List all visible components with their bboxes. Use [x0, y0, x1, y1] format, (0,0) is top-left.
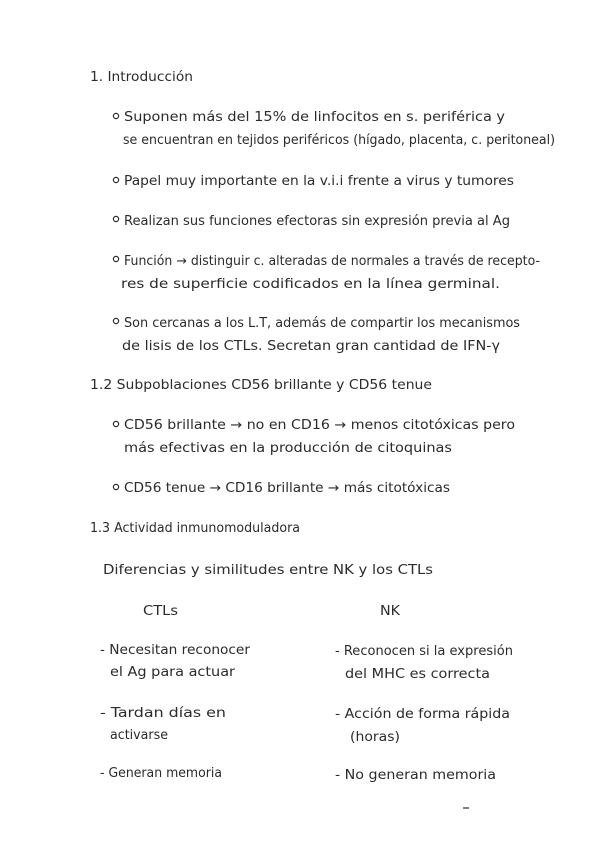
column-item-line: el Ag para actuar — [110, 665, 236, 680]
column-item-line: - Tardan días en — [100, 706, 226, 721]
bullet-line: CD56 tenue → CD16 brillante → más citotóxicas — [124, 481, 451, 496]
section-heading-actividad: 1.3 Actividad inmunomoduladora — [90, 520, 300, 536]
column-header-nk: NK — [380, 604, 401, 619]
section-heading-subpoblaciones: 1.2 Subpoblaciones CD56 brillante y CD56 tenue — [90, 377, 432, 393]
bullet-line: Función → distinguir c. alteradas de normales a través de recepto- — [124, 254, 541, 269]
column-item-line: - No generan memoria — [335, 768, 496, 783]
bullet-line: Suponen más del 15% de linfocitos en s. periférica y — [124, 110, 506, 125]
column-item-line: del MHC es correcta — [345, 667, 490, 682]
bullet-icon — [113, 113, 118, 118]
bullet-icon — [113, 421, 118, 426]
comparison-column-ctls — [100, 604, 251, 781]
column-item-line: - Necesitan reconocer — [100, 643, 251, 658]
bullet-line: Son cercanas a los L.T, además de compartir los mecanismos — [124, 316, 521, 331]
column-item-line: (horas) — [350, 730, 400, 745]
bullet-icon — [113, 318, 118, 323]
column-item-line: activarse — [110, 728, 168, 743]
bullet-icon — [113, 177, 118, 182]
column-header-ctls: CTLs — [143, 604, 179, 619]
bullet-icon — [113, 256, 118, 261]
bullet-icon — [113, 484, 118, 489]
bullet-line: res de superficie codificados en la línea germinal. — [121, 277, 500, 292]
comparison-column-nk — [335, 604, 513, 783]
bullet-line: se encuentran en tejidos periféricos (hígado, placenta, c. peritoneal) — [123, 133, 555, 148]
column-item-line: - Generan memoria — [100, 766, 222, 781]
column-item-line: - Acción de forma rápida — [335, 707, 510, 722]
bullet-icon — [113, 216, 118, 221]
bullet-line: más efectivas en la producción de citoquinas — [124, 441, 453, 456]
bullet-line: Realizan sus funciones efectoras sin expresión previa al Ag — [124, 214, 510, 229]
bullet-line: de lisis de los CTLs. Secretan gran cantidad de IFN-γ — [122, 339, 501, 354]
section-heading-introduccion: 1. Introducción — [90, 69, 193, 85]
bullet-line: CD56 brillante → no en CD16 → menos citotóxicas pero — [124, 418, 516, 433]
bullet-line: Papel muy importante en la v.i.i frente a virus y tumores — [124, 174, 515, 189]
comparison-intro: Diferencias y similitudes entre NK y los CTLs — [103, 563, 434, 578]
column-item-line: - Reconocen si la expresión — [335, 644, 513, 659]
